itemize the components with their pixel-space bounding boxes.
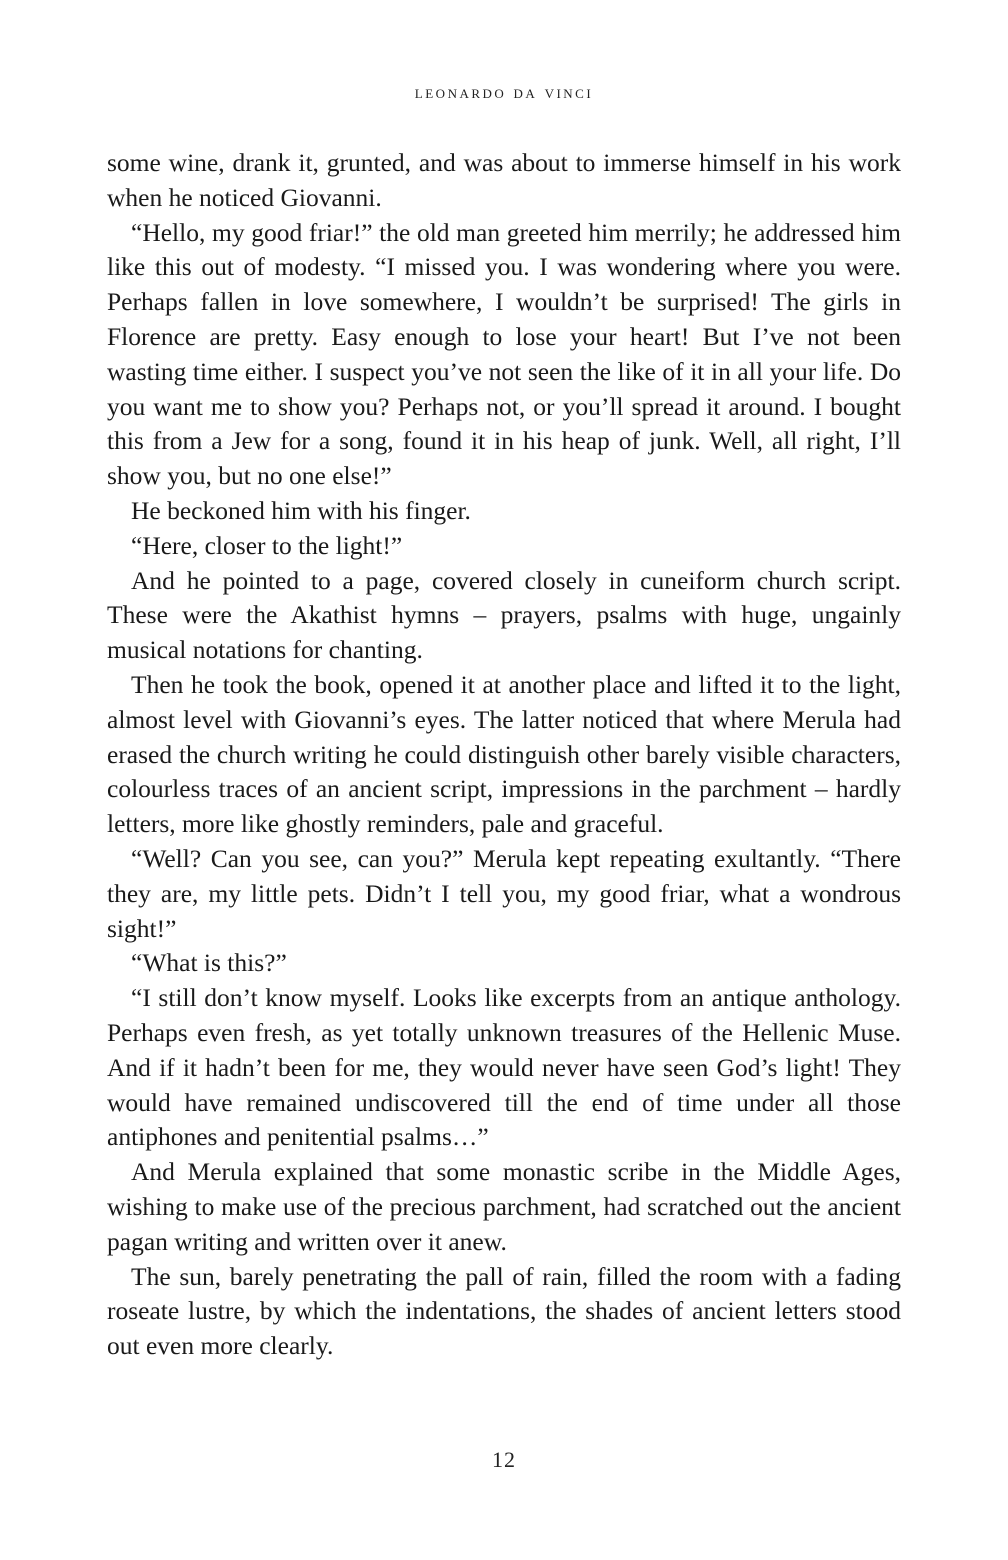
page-number: 12 — [492, 1447, 516, 1472]
running-head: leonardo da vinci — [414, 82, 594, 103]
paragraph: Then he took the book, opened it at another place and lifted it to the light, almost level with Giovanni’s eyes. The latter noticed that where Merula had erased the church writing he could distinguish other barely visible characters, colourless traces of an ancient script, impressions in the parchment – hardly letters, more like ghostly reminders, pale and graceful. — [107, 669, 901, 839]
body-text — [107, 146, 901, 1364]
paragraph: “What is this?” — [131, 948, 287, 978]
paragraph: “Hello, my good friar!” the old man greeted him merrily; he addressed him like this out of modesty. “I missed you. I was wondering where you were. Perhaps fallen in love somewhere, I wouldn’t be surprised! The girls in Florence are pretty. Easy enough to lose your heart! But I’ve not been wasting time either. I suspect you’ve not seen the like of it in all your life. Do you want me to show you? Perhaps not, or you’ll spread it around. I bought this from a Jew for a song, found it in his heap of junk. Well, all right, I’ll show you, but no one else!” — [107, 217, 901, 491]
paragraph: The sun, barely penetrating the pall of rain, filled the room with a fading roseate lustre, by which the indentations, the shades of ancient letters stood out even more clearly. — [107, 1261, 901, 1361]
paragraph: And he pointed to a page, covered closely in cuneiform church script. These were the Akathist hymns – prayers, psalms with huge, ungainly musical notations for chanting. — [107, 565, 901, 665]
paragraph: And Merula explained that some monastic scribe in the Middle Ages, wishing to make use of the precious parchment, had scratched out the ancient pagan writing and written over it anew. — [107, 1157, 901, 1256]
paragraph: “I still don’t know myself. Looks like excerpts from an antique anthology. Perhaps even fresh, as yet totally unknown treasures of the Hellenic Muse. And if it hadn’t been for me, they would never have seen God’s light! They would have remained undiscovered till the end of time under all those antiphones and penitential psalms…” — [107, 983, 901, 1152]
paragraph: some wine, drank it, grunted, and was about to immerse himself in his work when he noticed Giovanni. — [107, 148, 901, 212]
paragraph: “Well? Can you see, can you?” Merula kept repeating exultantly. “There they are, my little pets. Didn’t I tell you, my good friar, what a wondrous sight!” — [107, 843, 901, 943]
paragraph: “Here, closer to the light!” — [131, 530, 403, 560]
paragraph: He beckoned him with his finger. — [131, 495, 471, 525]
